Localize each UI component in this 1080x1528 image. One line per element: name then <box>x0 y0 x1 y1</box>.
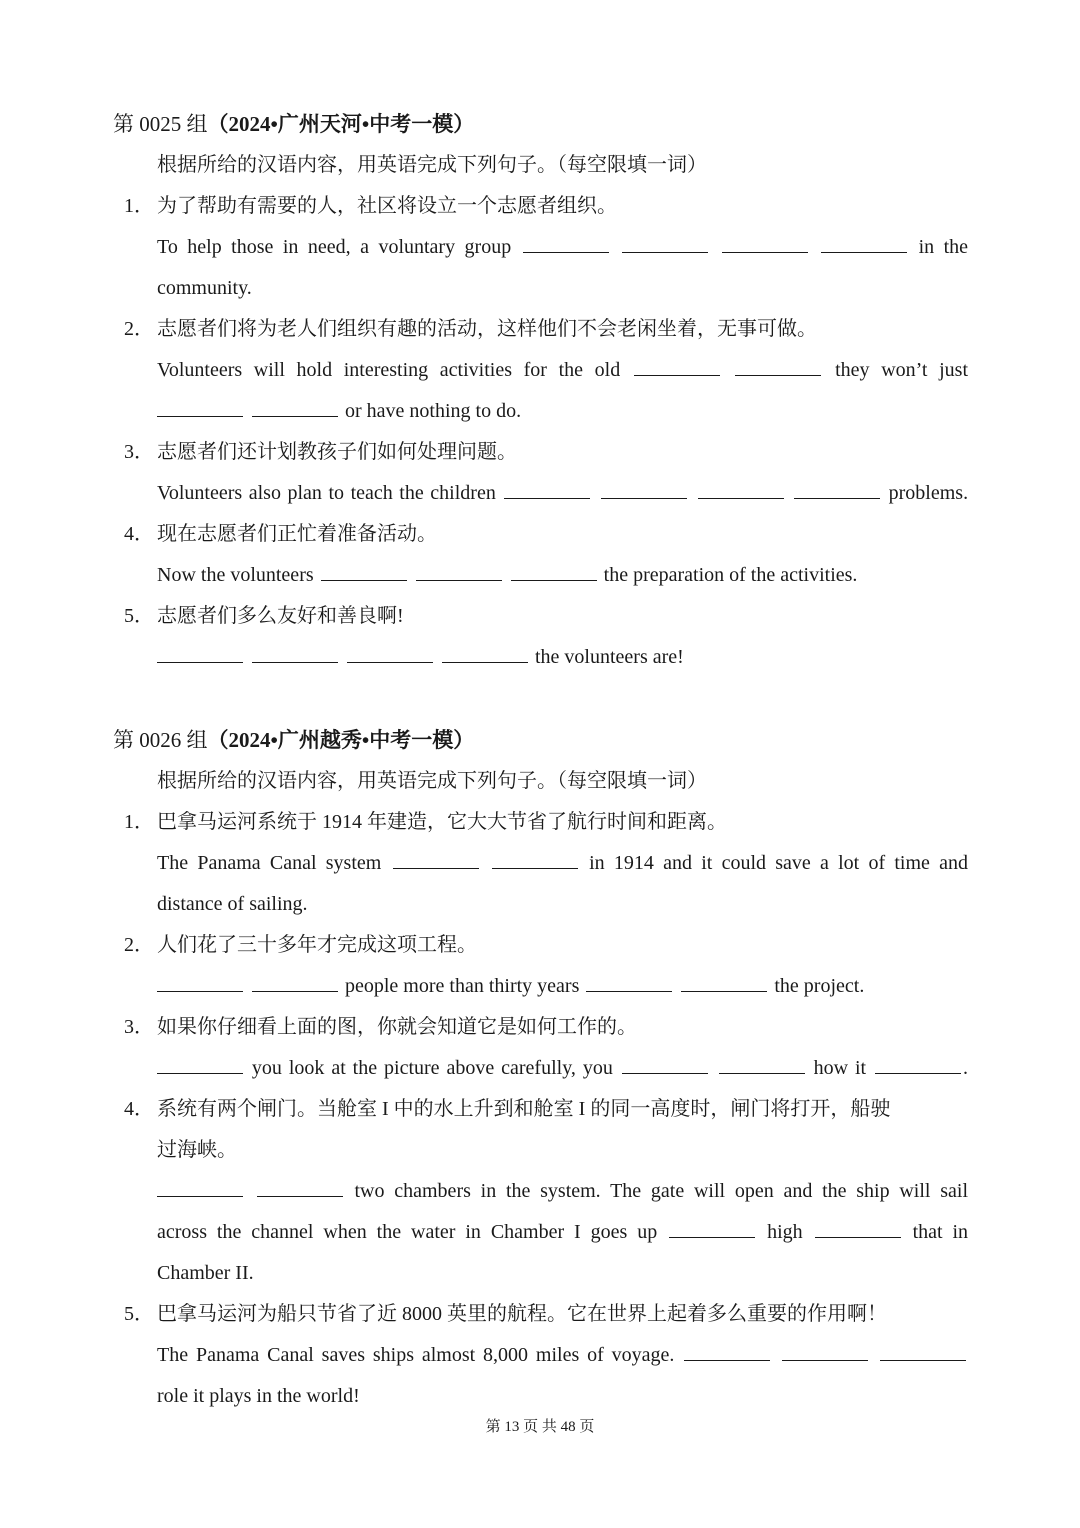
question-chinese-cont: 过海峡。 <box>157 1139 237 1161</box>
answer-blank[interactable] <box>880 1340 966 1361</box>
answer-blank[interactable] <box>393 848 479 869</box>
page-footer: 第 13 页 共 48 页 <box>485 1419 595 1435</box>
question-number: 1． <box>124 811 154 833</box>
question-chinese: 如果你仔细看上面的图，你就会知道它是如何工作的。 <box>157 1016 637 1038</box>
answer-blank[interactable] <box>492 848 578 869</box>
answer-blank[interactable] <box>504 478 590 499</box>
question-english: To help those in need, a voluntary group in the <box>157 227 968 268</box>
answer-blank[interactable] <box>157 396 243 417</box>
question-number: 2． <box>124 934 154 956</box>
answer-blank[interactable] <box>157 642 243 663</box>
instruction: 根据所给的汉语内容，用英语完成下列句子。（每空限填一词） <box>157 154 707 176</box>
answer-blank[interactable] <box>634 355 720 376</box>
question-chinese: 为了帮助有需要的人，社区将设立一个志愿者组织。 <box>157 195 617 217</box>
question-chinese: 现在志愿者们正忙着准备活动。 <box>157 523 437 545</box>
answer-blank[interactable] <box>257 1176 343 1197</box>
question-english: The Panama Canal saves ships almost 8,000 miles of voyage. <box>157 1335 968 1376</box>
question-english-cont: role it plays in the world! <box>157 1385 360 1407</box>
answer-blank[interactable] <box>601 478 687 499</box>
question-chinese: 巴拿马运河为船只节省了近 8000 英里的航程。它在世界上起着多么重要的作用啊！ <box>157 1303 887 1325</box>
question-chinese: 志愿者们还计划教孩子们如何处理问题。 <box>157 441 517 463</box>
group-number: 第 0026 组 <box>113 728 208 752</box>
question-number: 1． <box>124 195 154 217</box>
answer-blank[interactable] <box>821 232 907 253</box>
group-source: （2024•广州天河•中考一模） <box>207 112 475 136</box>
question-english: Now the volunteers the preparation of the activities. <box>157 555 968 596</box>
question-chinese: 巴拿马运河系统于 1914 年建造，它大大节省了航行时间和距离。 <box>157 811 727 833</box>
question-english: people more than thirty years the project. <box>157 966 968 1007</box>
answer-blank[interactable] <box>794 478 880 499</box>
question-chinese: 人们花了三十多年才完成这项工程。 <box>157 934 477 956</box>
answer-blank[interactable] <box>684 1340 770 1361</box>
question-english-cont: distance of sailing. <box>157 893 308 915</box>
answer-blank[interactable] <box>681 971 767 992</box>
question-chinese: 志愿者们多么友好和善良啊! <box>157 605 404 627</box>
question-english-cont: Chamber II. <box>157 1262 254 1284</box>
group-number: 第 0025 组 <box>113 112 208 136</box>
answer-blank[interactable] <box>875 1053 961 1074</box>
answer-blank[interactable] <box>157 971 243 992</box>
question-number: 3． <box>124 441 154 463</box>
answer-blank[interactable] <box>523 232 609 253</box>
question-chinese: 志愿者们将为老人们组织有趣的活动，这样他们不会老闲坐着，无事可做。 <box>157 318 817 340</box>
answer-blank[interactable] <box>511 560 597 581</box>
answer-blank[interactable] <box>782 1340 868 1361</box>
question-english-cont: across the channel when the water in Chamber I goes up high that in <box>157 1212 968 1253</box>
question-number: 4． <box>124 1098 154 1120</box>
answer-blank[interactable] <box>416 560 502 581</box>
question-english-cont: or have nothing to do. <box>157 391 968 432</box>
group-heading <box>113 104 474 145</box>
answer-blank[interactable] <box>252 642 338 663</box>
answer-blank[interactable] <box>586 971 672 992</box>
answer-blank[interactable] <box>719 1053 805 1074</box>
question-chinese: 系统有两个闸门。当舱室 I 中的水上升到和舱室 I 的同一高度时，闸门将打开，船驶 <box>157 1098 891 1120</box>
group-heading <box>113 720 474 761</box>
question-english: two chambers in the system. The gate will open and the ship will sail <box>157 1171 968 1212</box>
answer-blank[interactable] <box>735 355 821 376</box>
question-english: Volunteers will hold interesting activities for the old they won’t just <box>157 350 968 391</box>
answer-blank[interactable] <box>698 478 784 499</box>
answer-blank[interactable] <box>815 1217 901 1238</box>
answer-blank[interactable] <box>669 1217 755 1238</box>
answer-blank[interactable] <box>157 1053 243 1074</box>
question-number: 5． <box>124 605 154 627</box>
answer-blank[interactable] <box>252 396 338 417</box>
question-english: the volunteers are! <box>157 637 968 678</box>
question-number: 3． <box>124 1016 154 1038</box>
question-english: you look at the picture above carefully, you how it . <box>157 1048 968 1089</box>
answer-blank[interactable] <box>442 642 528 663</box>
question-number: 2． <box>124 318 154 340</box>
group-source: （2024•广州越秀•中考一模） <box>207 728 475 752</box>
question-number: 4． <box>124 523 154 545</box>
answer-blank[interactable] <box>347 642 433 663</box>
question-english: The Panama Canal system in 1914 and it could save a lot of time and <box>157 843 968 884</box>
question-english-cont: community. <box>157 277 252 299</box>
question-number: 5． <box>124 1303 154 1325</box>
answer-blank[interactable] <box>321 560 407 581</box>
answer-blank[interactable] <box>622 1053 708 1074</box>
answer-blank[interactable] <box>722 232 808 253</box>
instruction: 根据所给的汉语内容，用英语完成下列句子。（每空限填一词） <box>157 770 707 792</box>
answer-blank[interactable] <box>157 1176 243 1197</box>
question-english: Volunteers also plan to teach the children problems. <box>157 473 968 514</box>
answer-blank[interactable] <box>622 232 708 253</box>
answer-blank[interactable] <box>252 971 338 992</box>
